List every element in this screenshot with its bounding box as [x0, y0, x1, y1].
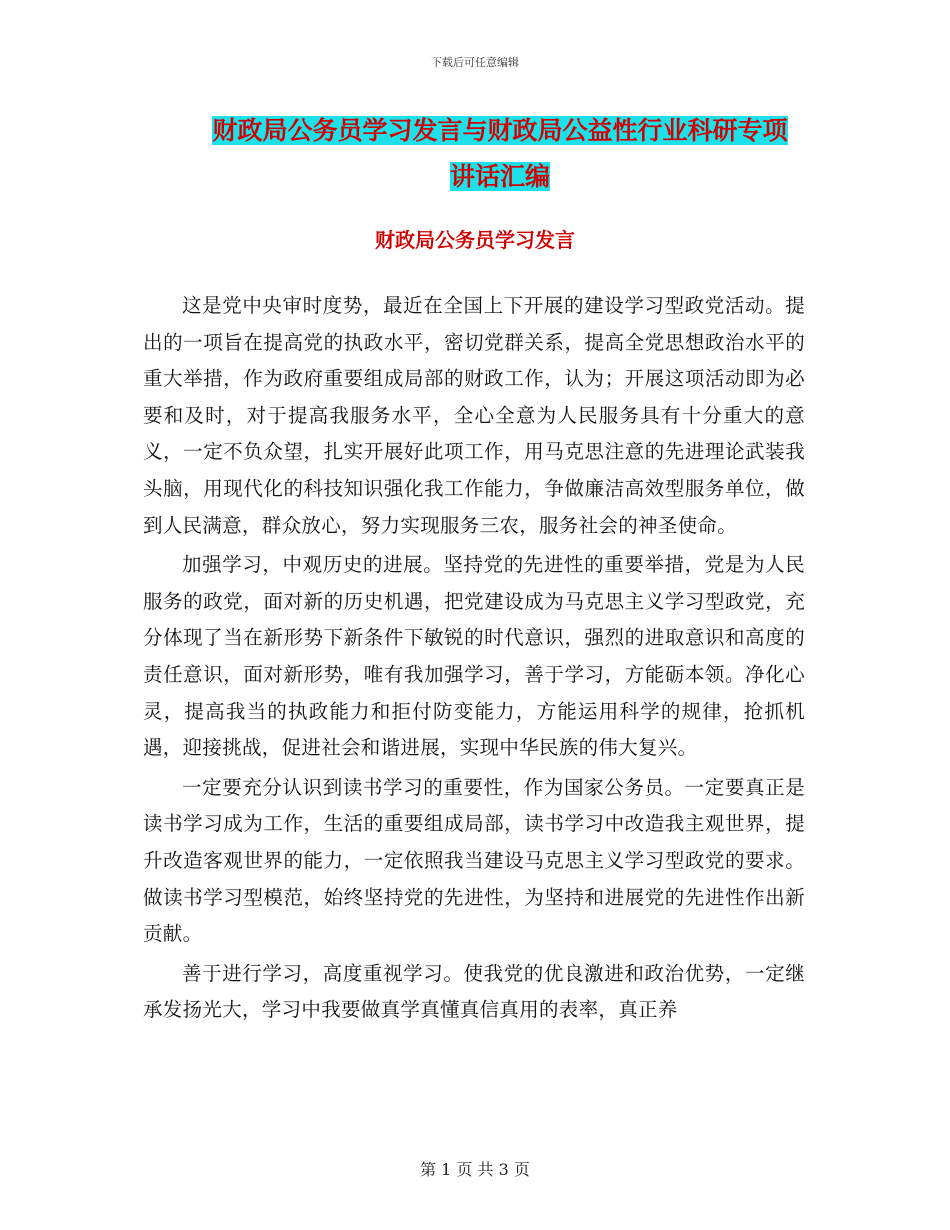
paragraph: 加强学习，中观历史的进展。坚持党的先进性的重要举措，党是为人民服务的政党，面对新的历史机遇，把党建设成为马克思主义学习型政党，充分体现了当在新形势下新条件下敏锐的时代意识，强烈的进取意识和高度的责任意识，面对新形势，唯有我加强学习，善于学习，方能砺本领。净化心灵，提高我当的执政能力和拒付防变能力，方能运用科学的规律，抢抓机遇，迎接挑战，促进社会和谐进展，实现中华民族的伟大复兴。 [143, 553, 805, 760]
page-footer: 第 1 页 共 3 页 [420, 1160, 530, 1179]
body-text [143, 288, 805, 1032]
paragraph: 这是党中央审时度势，最近在全国上下开展的建设学习型政党活动。提出的一项旨在提高党的执政水平，密切党群关系，提高全党思想政治水平的重大举措，作为政府重要组成局部的财政工作，认为；开展这项活动即为必要和及时，对于提高我服务水平，全心全意为人民服务具有十分重大的意义，一定不负众望，扎实开展好此项工作，用马克思注意的先进理论武装我头脑，用现代化的科技知识强化我工作能力，争做廉洁高效型服务单位，做到人民满意，群众放心，努力实现服务三农，服务社会的神圣使命。 [143, 294, 805, 537]
document-title-line-2: 讲话汇编 [449, 162, 550, 191]
document-title-line-1: 财政局公务员学习发言与财政局公益性行业科研专项 [212, 116, 788, 145]
paragraph: 一定要充分认识到读书学习的重要性，作为国家公务员。一定要真正是读书学习成为工作，生活的重要组成局部，读书学习中改造我主观世界，提升改造客观世界的能力，一定依照我当建设马克思主义学习型政党的要求。做读书学习型模范，始终坚持党的先进性，为坚持和进展党的先进性作出新贡献。 [143, 775, 805, 946]
document-title [150, 108, 850, 200]
section-title: 财政局公务员学习发言 [375, 228, 575, 252]
paragraph: 善于进行学习，高度重视学习。使我党的优良激进和政治优势，一定继承发扬光大，学习中我要做真学真懂真信真用的表率，真正养 [143, 961, 805, 1022]
header-note: 下载后可任意编辑 [431, 56, 519, 69]
